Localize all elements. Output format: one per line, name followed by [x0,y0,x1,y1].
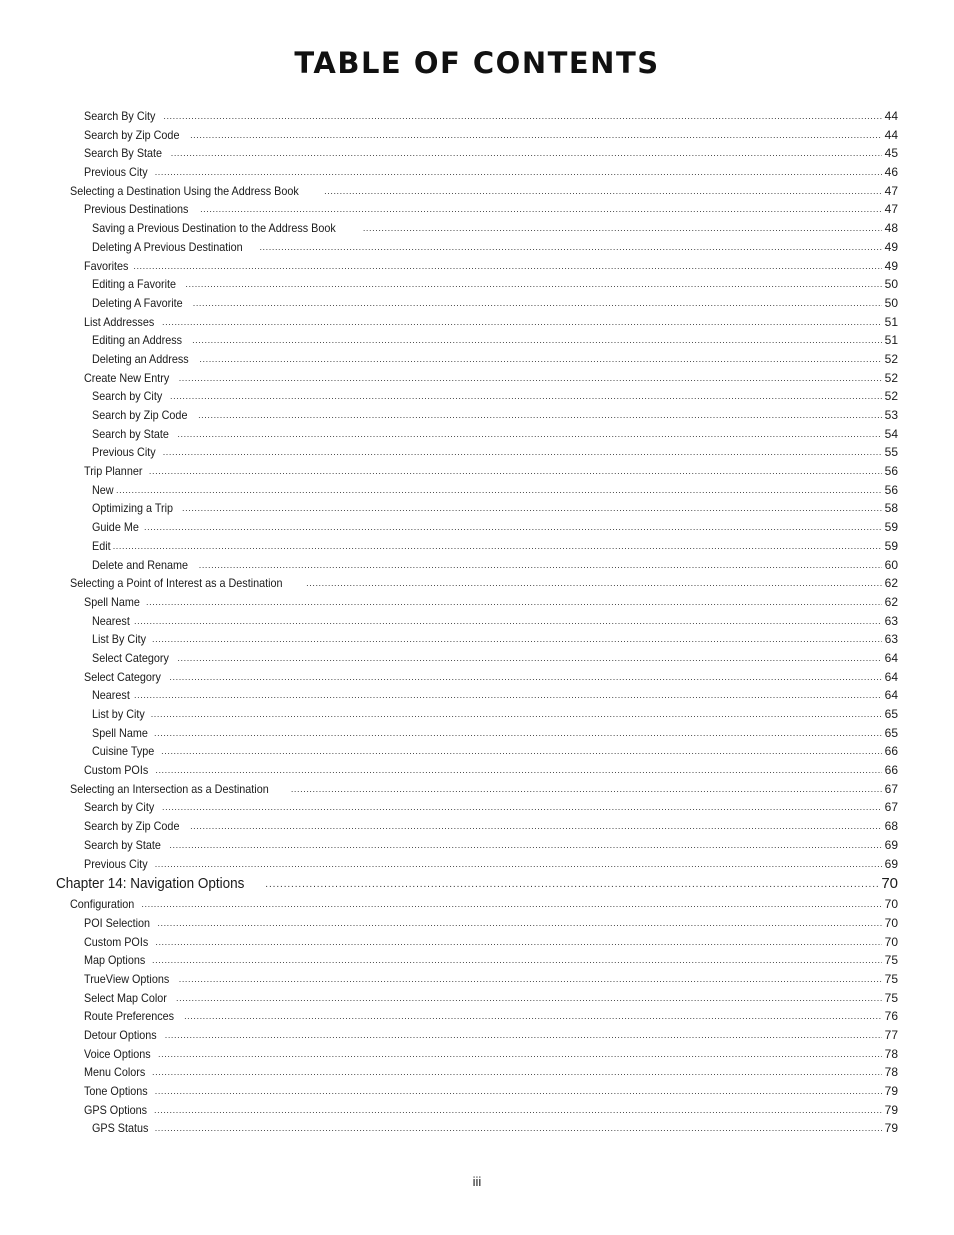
toc-entry[interactable] [0,951,954,970]
toc-entry[interactable] [0,1007,954,1026]
toc-entry-page: 64 [884,688,898,703]
toc-entry-page: 45 [884,146,898,161]
toc-entry[interactable] [0,817,954,836]
toc-entry[interactable] [0,107,954,126]
toc-entry[interactable] [0,1026,954,1045]
toc-entry-page: 79 [884,1121,898,1136]
toc-entry-page: 65 [884,707,898,721]
dot-leader [192,331,882,350]
toc-entry-label: Deleting A Favorite [92,295,183,310]
toc-entry-label: Nearest [92,688,130,703]
dot-leader [155,1082,882,1101]
dot-leader [152,951,882,970]
toc-entry[interactable] [0,593,954,612]
toc-entry-label: Map Options [84,953,146,968]
dot-leader [161,742,882,761]
toc-entry-label: Search by Zip Code [84,127,180,142]
toc-entry-label: Detour Options [84,1028,157,1042]
toc-entry-page: 54 [884,426,898,441]
toc-entry-label: GPS Status [92,1121,149,1136]
toc-entry[interactable] [0,182,954,201]
toc-entry-page: 79 [884,1084,898,1099]
dot-leader [134,686,882,705]
toc-entry-page: 58 [884,501,898,516]
toc-entry-label: Voice Options [84,1046,151,1061]
dot-leader [154,724,882,743]
toc-list [0,107,954,1138]
toc-entry-page: 79 [884,1102,898,1117]
toc-entry[interactable] [0,257,954,276]
toc-entry-label: List by City [92,707,145,721]
toc-entry[interactable] [0,914,954,933]
dot-leader [163,107,882,126]
toc-entry-label: Chapter 14: Navigation Options [56,875,245,893]
toc-entry-label: Previous City [84,165,148,180]
toc-entry-label: Selecting a Destination Using the Address Book [70,183,299,198]
toc-entry-page: 60 [884,557,898,572]
toc-entry-page: 66 [884,763,898,778]
toc-entry-label: Trip Planner [84,464,143,479]
toc-entry[interactable] [0,481,954,500]
toc-entry[interactable] [0,369,954,388]
dot-leader [157,914,882,933]
toc-entry-page: 50 [884,295,898,310]
page-title: TABLE OF CONTENTS [294,46,660,80]
toc-entry[interactable] [0,705,954,724]
dot-leader [149,462,882,481]
toc-entry-page: 76 [884,1009,898,1024]
dot-leader [199,350,882,369]
dot-leader [184,1007,882,1026]
toc-entry-page: 51 [884,314,898,329]
toc-entry[interactable] [0,126,954,145]
dot-leader [155,163,882,182]
toc-entry[interactable] [0,686,954,705]
toc-entry-label: Deleting an Address [92,351,189,366]
toc-entry-label: Select Category [84,669,161,684]
toc-entry[interactable] [0,798,954,817]
toc-entry-page: 70 [884,915,898,930]
toc-entry-page: 49 [884,258,898,273]
toc-entry[interactable] [0,238,954,257]
dot-leader [363,219,882,238]
toc-entry-label: Menu Colors [84,1065,146,1080]
dot-leader [155,855,882,874]
toc-entry[interactable] [0,780,954,799]
toc-entry-label: Saving a Previous Destination to the Address Book [92,221,336,236]
toc-entry[interactable] [0,1082,954,1101]
toc-entry[interactable] [0,406,954,425]
toc-entry-label: Previous Destinations [84,202,189,217]
dot-leader [152,1063,882,1082]
toc-entry-page: 75 [884,971,898,986]
dot-leader [259,238,882,257]
toc-entry-label: POI Selection [84,915,151,930]
toc-entry-label: Guide Me [92,520,139,535]
toc-entry-label: Configuration [70,897,135,912]
toc-entry-label: Search by State [84,837,161,852]
toc-entry[interactable] [0,144,954,163]
dot-leader [141,895,882,914]
toc-entry[interactable] [0,895,954,914]
toc-entry-page: 67 [884,800,898,815]
toc-entry[interactable] [0,724,954,743]
toc-entry-label: Editing a Favorite [92,277,177,292]
toc-entry-page: 53 [884,408,898,422]
toc-entry-page: 47 [884,202,898,217]
dot-leader [170,387,882,406]
toc-entry-label: Custom POIs [84,763,149,778]
toc-entry-page: 65 [884,725,898,740]
dot-leader [291,780,882,799]
toc-entry[interactable] [0,970,954,989]
toc-entry-page: 49 [884,239,898,254]
dot-leader [190,817,882,836]
toc-entry-page: 69 [884,856,898,871]
toc-entry[interactable] [0,350,954,369]
dot-leader [179,970,882,989]
toc-entry-page: 59 [884,538,898,553]
toc-entry[interactable] [0,556,954,575]
toc-entry-page: 50 [884,277,898,292]
toc-entry[interactable] [0,294,954,313]
dot-leader [169,836,882,855]
toc-entry-page: 63 [884,632,898,647]
dot-leader [154,1101,882,1120]
toc-entry-page: 69 [884,837,898,852]
toc-entry-label: Search by Zip Code [84,819,180,834]
toc-entry[interactable] [0,574,954,593]
toc-entry-label: Route Preferences [84,1009,175,1024]
toc-entry-label: Custom POIs [84,934,149,949]
toc-entry-label: Search by Zip Code [92,408,188,422]
toc-entry-label: TrueView Options [84,971,170,986]
toc-entry-page: 51 [884,333,898,348]
dot-leader [171,144,882,163]
dot-leader [133,257,882,276]
toc-entry-label: Deleting A Previous Destination [92,239,243,254]
toc-entry[interactable] [0,462,954,481]
toc-entry[interactable] [0,313,954,332]
toc-entry-page: 47 [884,183,898,198]
dot-leader [155,1119,882,1138]
toc-entry-label: Optimizing a Trip [92,501,174,516]
toc-entry-label: Select Map Color [84,990,167,1005]
toc-entry-label: Search by State [92,426,169,441]
toc-entry-page: 52 [884,370,898,385]
dot-leader [199,556,882,575]
toc-entry[interactable] [0,1063,954,1082]
toc-chapter-entry[interactable] [0,873,954,895]
toc-entry[interactable] [0,649,954,668]
dot-leader [158,1045,882,1064]
toc-entry[interactable] [0,855,954,874]
dot-leader [169,668,882,687]
toc-entry-label: Search By City [84,109,156,123]
toc-entry[interactable] [0,742,954,761]
toc-entry[interactable] [0,443,954,462]
dot-leader [151,705,882,724]
toc-entry[interactable] [0,425,954,444]
toc-entry-page: 67 [884,781,898,796]
toc-entry-label: Spell Name [92,725,148,740]
toc-entry-page: 62 [884,576,898,591]
dot-leader [155,761,882,780]
toc-entry[interactable] [0,200,954,219]
toc-entry[interactable] [0,537,954,556]
toc-entry-page: 75 [884,953,898,968]
dot-leader [324,182,882,201]
dot-leader [265,874,879,896]
toc-entry-label: Favorites [84,258,129,273]
toc-entry-page: 70 [881,875,898,893]
page-number: iii [472,1174,482,1189]
toc-entry[interactable] [0,331,954,350]
dot-leader [200,200,882,219]
toc-entry-label: Edit [92,538,111,553]
dot-leader [144,518,882,537]
toc-entry-page: 56 [884,464,898,479]
toc-entry-page: 64 [884,650,898,665]
dot-leader [177,649,882,668]
toc-entry-label: GPS Options [84,1102,148,1117]
dot-leader [165,1026,882,1045]
toc-entry[interactable] [0,668,954,687]
toc-entry[interactable] [0,1045,954,1064]
dot-leader [134,612,882,631]
dot-leader [193,294,882,313]
toc-entry-page: 48 [884,221,898,236]
toc-entry-label: Previous City [84,856,148,871]
toc-entry-label: New [92,482,114,497]
dot-leader [179,369,882,388]
dot-leader [198,406,882,425]
toc-entry-page: 55 [884,445,898,460]
toc-entry-label: Delete and Rename [92,557,189,572]
dot-leader [176,989,882,1008]
toc-entry-page: 77 [884,1028,898,1042]
dot-leader [306,574,882,593]
toc-entry-page: 62 [884,594,898,609]
dot-leader [113,537,882,556]
toc-entry-page: 70 [884,934,898,949]
toc-entry-page: 78 [884,1065,898,1080]
toc-entry[interactable] [0,989,954,1008]
toc-entry-label: Create New Entry [84,370,170,385]
toc-entry-label: List By City [92,632,147,647]
dot-leader [182,499,882,518]
toc-entry-page: 44 [884,109,898,123]
toc-entry-label: Spell Name [84,594,140,609]
toc-entry-page: 52 [884,351,898,366]
toc-entry[interactable] [0,163,954,182]
toc-entry-page: 68 [884,819,898,834]
toc-entry-page: 56 [884,482,898,497]
dot-leader [190,126,882,145]
toc-entry-label: List Addresses [84,314,155,329]
toc-entry-label: Nearest [92,613,130,628]
toc-entry-label: Previous City [92,445,156,460]
toc-entry[interactable] [0,219,954,238]
toc-entry[interactable] [0,387,954,406]
dot-leader [152,630,882,649]
dot-leader [163,443,882,462]
toc-entry[interactable] [0,499,954,518]
toc-entry-page: 70 [884,897,898,912]
toc-entry-page: 66 [884,744,898,759]
dot-leader [155,933,882,952]
toc-entry-page: 46 [884,165,898,180]
toc-entry-page: 78 [884,1046,898,1061]
toc-entry-page: 59 [884,520,898,535]
toc-entry-label: Tone Options [84,1084,148,1099]
dot-leader [116,481,882,500]
toc-entry[interactable] [0,518,954,537]
toc-entry[interactable] [0,630,954,649]
toc-entry-label: Select Category [92,650,169,665]
toc-entry-label: Search by City [92,389,163,404]
toc-entry-label: Selecting an Intersection as a Destination [70,781,269,796]
dot-leader [162,313,882,332]
toc-entry-label: Search by City [84,800,155,815]
toc-entry-page: 44 [884,127,898,142]
toc-entry-label: Cuisine Type [92,744,155,759]
toc-entry-label: Selecting a Point of Interest as a Destination [70,576,283,591]
toc-entry-page: 75 [884,990,898,1005]
toc-entry[interactable] [0,1119,954,1138]
toc-entry[interactable] [0,933,954,952]
toc-entry-label: Search By State [84,146,163,161]
dot-leader [177,425,882,444]
toc-entry-page: 64 [884,669,898,684]
toc-entry[interactable] [0,761,954,780]
toc-entry-page: 63 [884,613,898,628]
dot-leader [146,593,882,612]
dot-leader [185,275,882,294]
toc-entry-page: 52 [884,389,898,404]
toc-entry-label: Editing an Address [92,333,183,348]
toc-entry[interactable] [0,275,954,294]
toc-entry[interactable] [0,612,954,631]
dot-leader [162,798,882,817]
toc-entry[interactable] [0,1101,954,1120]
toc-entry[interactable] [0,836,954,855]
